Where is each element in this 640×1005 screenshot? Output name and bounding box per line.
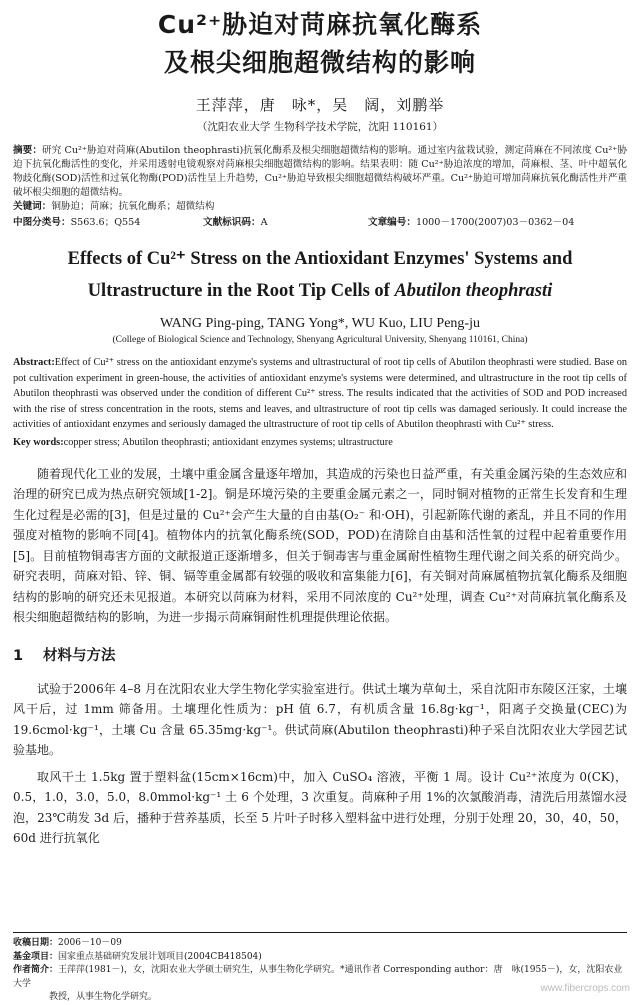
section-number: 1: [13, 647, 24, 664]
classification-row: [13, 216, 627, 230]
english-authors: WANG Ping-ping, TANG Yong*, WU Kuo, LIU Peng-ju: [160, 316, 480, 331]
methods-paragraph-2: 取风干土 1.5kg 置于塑料盆(15cm×16cm)中，加入 CuSO₄ 溶液，平衡 1 周。设计 Cu²⁺浓度为 0(CK)，0.5，1.0，3.0，5.0，8.0mmol·kg⁻¹ 土 6 个处理，3 次重复。苘麻种子用 1%的次氯酸消毒，清洗后用蒸馏水浸泡，23℃萌发 3d 后，播种于营养基质，长至 5 片叶子时移入塑料盆中进行处理，分别于处理 20，30，40，50，60d 进行抗氧化: [13, 769, 627, 845]
english-title-line-2: Ultrastructure in the Root Tip Cells of Abutilon theophrasti: [87, 281, 553, 301]
chinese-title-line-2: 及根尖细胞超微结构的影响: [163, 48, 476, 77]
english-keywords-text: copper stress; Abutilon theophrasti; antioxidant enzymes systems; ultrastructure: [63, 436, 393, 448]
chinese-authors: 王萍萍，唐 咏*，吴 阔，刘鹏举: [195, 96, 445, 114]
fund-project: 基金项目：国家重点基础研究发展计划项目(2004CB418504): [13, 951, 262, 962]
english-keywords: [13, 435, 627, 450]
received-date: 收稿日期：2006－10－09: [13, 938, 122, 948]
section-heading-1: [13, 644, 627, 665]
article-number: 文章编号：1000－1700(2007)03－0362－04: [368, 217, 575, 228]
introduction-paragraph: 随着现代化工业的发展，土壤中重金属含量逐年增加，其造成的污染也日益严重，有关重金属污染的生态效应和治理的研究已成为热点研究领域[1-2]。铜是环境污染的主要重金属元素之一，同时铜对植物的正常生长发育和生理生化过程是必需的[3]，但是过量的 Cu²⁺会产生大量的自由基(O₂⁻ 和·OH)，引起新陈代谢的紊乱，并且不同的作用强度对植物的影响不同[4]。植物体内的抗氧化酶系统(SOD，POD)在清除自由基和活性氧的过程中起着重要作用[5]。目前植物铜毒害方面的文献报道正逐渐增多，但关于铜毒害与重金属耐性植物生理代谢之间关系的研究尚少。研究表明，苘麻对铅、锌、铜、镉等重金属都有较强的吸收和富集能力[6]，有关铜对苘麻属植物抗氧化酶系及细胞结构的影响的研究还未见报道。本研究以苘麻为材料，采用不同浓度的 Cu²⁺处理，调查 Cu²⁺对苘麻抗氧化酶系及根尖细胞超微结构的影响，为进一步揭示苘麻铜耐性机理提供理论依据。: [13, 466, 627, 624]
section-title: 材料与方法: [43, 647, 116, 664]
footnotes: [13, 932, 627, 1005]
chinese-affiliation: （沈阳农业大学 生物科学技术学院，沈阳 110161）: [196, 121, 444, 133]
english-keywords-label: Key words:: [13, 436, 64, 448]
english-title-line-1: Effects of Cu²⁺ Stress on the Antioxidant Enzymes' Systems and: [67, 249, 573, 269]
chinese-keywords-label: 关键词：: [13, 201, 52, 212]
chinese-keywords-text: 铜胁迫；苘麻；抗氧化酶系；超微结构: [51, 201, 215, 212]
clc-number: 中图分类号：S563.6；Q554: [13, 217, 141, 228]
methods-paragraph-1: 试验于2006年 4–8 月在沈阳农业大学生物化学实验室进行。供试土壤为草甸土，采自沈阳市东陵区汪家，土壤风干后，过 1mm 筛备用。土壤理化性质为：pH 值 6.7，有机质含量 16.8g·kg⁻¹，阳离子交换量(CEC)为 19.6cmol·kg⁻¹，土壤 Cu 含量 65.35mg·kg⁻¹。供试苘麻(Abutilon theophrasti)种子采自沈阳农业大学园艺试验基地。: [13, 681, 627, 757]
author-bio-continued: 教授，从事生物化学研究。: [49, 992, 158, 1002]
document-code: 文献标识码：A: [203, 217, 268, 228]
chinese-abstract: [13, 144, 627, 200]
author-bio: 作者简介：王萍萍(1981－)，女，沈阳农业大学硕士研究生，从事生物化学研究。*通讯作者 Corresponding author：唐 咏(1955－)，女，沈阳农业大学: [13, 965, 623, 989]
chinese-abstract-text: 研究 Cu²⁺胁迫对苘麻(Abutilon theophrasti)抗氧化酶系及根尖细胞超微结构的影响。通过室内盆栽试验，测定苘麻在不同浓度 Cu²⁺胁迫下抗氧化酶活性的变化，并采用透射电镜观察对苘麻根尖细胞超微结构的影响。结果表明：随 Cu²⁺胁迫浓度的增加，苘麻根、茎、叶中超氧化物歧化酶(SOD)活性和过氧化物酶(POD)活性呈上升趋势，Cu²⁺胁迫导致根尖细胞超微结构破坏严重。Cu²⁺胁迫可增加苘麻抗氧化酶活性并严重破坏根尖细胞的超微结构。: [13, 145, 628, 198]
english-abstract: [13, 355, 627, 433]
english-abstract-label: Abstract:: [13, 357, 55, 368]
english-affiliation: (College of Biological Science and Technology, Shenyang Agricultural University, Shenyang 110161, China): [112, 335, 528, 345]
english-abstract-text: Effect of Cu²⁺ stress on the antioxidant enzyme's systems and ultrastructural of root tip cells of Abutilon theophrasti were studied. Base on pot cultivation experiment in green-house, the activities of antioxidant enzyme's systems were determined, and ultrastructure in the root tip cells of Abutilon theophrasti was observed under the condition of different Cu²⁺ stress. The results indicated that the activities of SOD and POD increased with the rise of stress concentration in the roots, stems and leaves, and ultrastructure of root tip cells was damaged seriously. It could increase the activities of antioxidant enzymes and seriously damaged the ultrastructure of root tip cells of Abutilon theophrasti with Cu²⁺ stress.: [13, 357, 627, 430]
chinese-abstract-label: 摘要：: [13, 145, 43, 156]
chinese-keywords: [13, 200, 627, 214]
species-name: Abutilon theophrasti: [394, 281, 553, 301]
watermark: www.fibercrops.com: [540, 983, 630, 994]
chinese-title-line-1: Cu²⁺胁迫对苘麻抗氧化酶系: [157, 10, 483, 39]
